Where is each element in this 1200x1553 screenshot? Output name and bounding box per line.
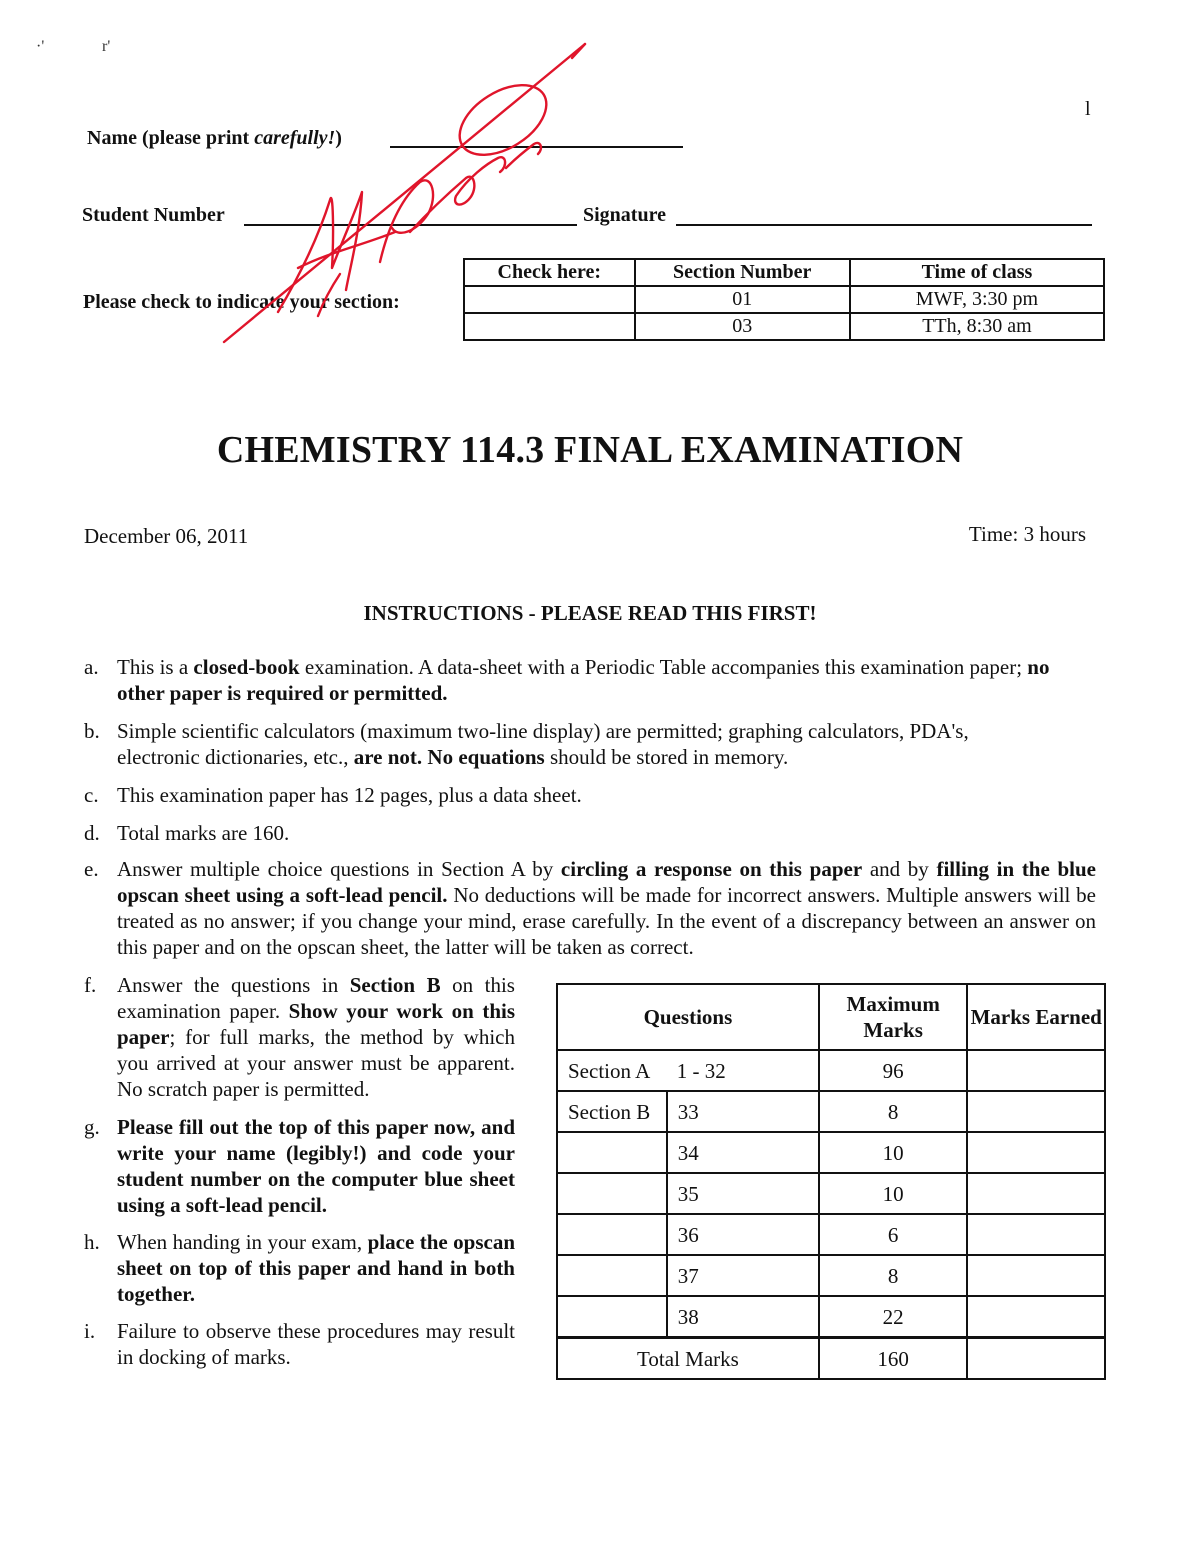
class-time: TTh, 8:30 am xyxy=(850,313,1104,340)
check-header: Check here: xyxy=(464,259,635,286)
exam-date: December 06, 2011 xyxy=(84,524,249,548)
marks-earned-cell[interactable] xyxy=(967,1214,1105,1255)
marks-earned-header: Marks Earned xyxy=(967,984,1105,1050)
section-label xyxy=(557,1214,667,1255)
stray-mark: ·' xyxy=(36,38,45,55)
section-prompt: Please check to indicate your section: xyxy=(83,291,400,313)
instructions-heading: INSTRUCTIONS - PLEASE READ THIS FIRST! xyxy=(363,601,817,625)
question-number: 36 xyxy=(667,1214,819,1255)
question-number: 34 xyxy=(667,1132,819,1173)
marks-table xyxy=(556,983,1106,1380)
total-row xyxy=(557,1338,1105,1380)
section-number-header: Section Number xyxy=(635,259,850,286)
maximum-marks: 96 xyxy=(819,1050,968,1091)
question-number: 37 xyxy=(667,1255,819,1296)
maximum-marks-header: Maximum Marks xyxy=(819,984,968,1050)
section-label xyxy=(557,1132,667,1173)
question-range: 1 - 32 xyxy=(667,1050,819,1091)
section-label xyxy=(557,1173,667,1214)
section-label xyxy=(557,1255,667,1296)
table-row xyxy=(557,1173,1105,1214)
maximum-marks: 8 xyxy=(819,1255,968,1296)
section-number: 01 xyxy=(635,286,850,313)
maximum-marks: 8 xyxy=(819,1091,968,1132)
questions-header: Questions xyxy=(557,984,819,1050)
maximum-marks: 10 xyxy=(819,1132,968,1173)
question-number: 35 xyxy=(667,1173,819,1214)
marks-earned-cell[interactable] xyxy=(967,1173,1105,1214)
page-mark: l xyxy=(1085,98,1091,120)
handwritten-signature xyxy=(0,0,1200,420)
marks-earned-cell[interactable] xyxy=(967,1132,1105,1173)
table-row xyxy=(557,1091,1105,1132)
table-row xyxy=(557,1255,1105,1296)
marks-earned-cell[interactable] xyxy=(967,1050,1105,1091)
table-row xyxy=(557,1296,1105,1338)
total-maximum-marks: 160 xyxy=(819,1338,968,1380)
student-number-label: Student Number xyxy=(82,204,225,226)
stray-mark: r' xyxy=(102,38,111,55)
maximum-marks: 22 xyxy=(819,1296,968,1338)
table-row xyxy=(557,1132,1105,1173)
name-label: Name (please print carefully!) xyxy=(87,127,342,149)
question-number: 33 xyxy=(667,1091,819,1132)
class-time: MWF, 3:30 pm xyxy=(850,286,1104,313)
section-label: Section A xyxy=(557,1050,667,1091)
maximum-marks: 10 xyxy=(819,1173,968,1214)
marks-earned-cell[interactable] xyxy=(967,1255,1105,1296)
section-label xyxy=(557,1296,667,1338)
section-number: 03 xyxy=(635,313,850,340)
total-label: Total Marks xyxy=(557,1338,819,1380)
signature-label: Signature xyxy=(583,204,666,226)
total-marks-earned-cell[interactable] xyxy=(967,1338,1105,1380)
section-label: Section B xyxy=(557,1091,667,1132)
question-number: 38 xyxy=(667,1296,819,1338)
time-of-class-header: Time of class xyxy=(850,259,1104,286)
table-row xyxy=(557,1050,1105,1091)
exam-duration: Time: 3 hours xyxy=(968,522,1086,546)
table-row xyxy=(557,1214,1105,1255)
name-label-emphasis: carefully! xyxy=(254,127,336,149)
marks-table-header xyxy=(557,984,1105,1050)
marks-earned-cell[interactable] xyxy=(967,1091,1105,1132)
exam-title: CHEMISTRY 114.3 FINAL EXAMINATION xyxy=(216,429,964,471)
marks-earned-cell[interactable] xyxy=(967,1296,1105,1338)
maximum-marks: 6 xyxy=(819,1214,968,1255)
